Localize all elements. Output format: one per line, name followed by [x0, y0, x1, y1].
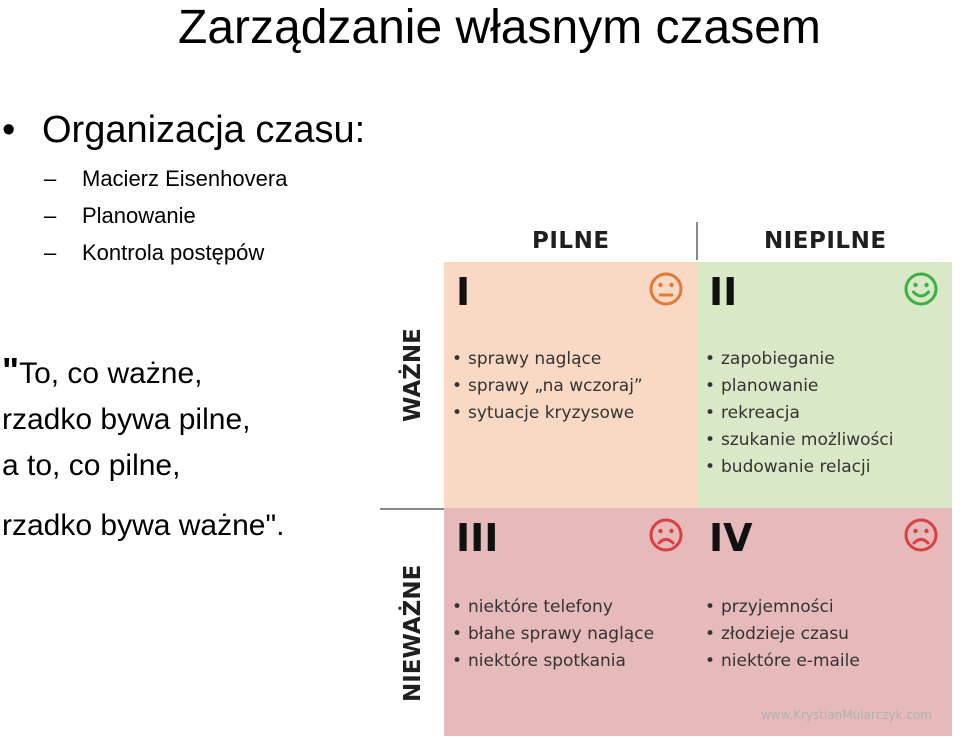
list-item: • przyjemności — [705, 594, 860, 621]
eisenhower-matrix — [380, 220, 960, 746]
quadrant-ii — [697, 262, 952, 508]
quadrant-number: I — [456, 270, 471, 314]
happy-face-icon — [904, 272, 938, 306]
divider — [380, 508, 444, 510]
neutral-face-icon — [649, 272, 683, 306]
list-item: • szukanie możliwości — [705, 427, 893, 454]
quadrant-list — [705, 594, 860, 675]
main-bullet-text: Organizacja czasu: — [42, 109, 366, 151]
list-item: • sprawy „na wczoraj” — [452, 373, 643, 400]
list-item: • zapobieganie — [705, 346, 893, 373]
row-header-not-important: NIEWAŻNE — [400, 564, 426, 702]
quadrant-number: III — [456, 516, 499, 560]
quote-line-1: To, co ważne, — [19, 357, 203, 390]
quote — [2, 348, 284, 549]
quote-open-mark: " — [2, 350, 20, 391]
quadrant-i — [444, 262, 697, 508]
sub-list — [44, 162, 287, 273]
list-item: • niektóre telefony — [452, 594, 654, 621]
sub-item: – Macierz Eisenhovera — [44, 162, 287, 199]
list-item: • planowanie — [705, 373, 893, 400]
quote-line-4: rzadko bywa ważne". — [2, 509, 285, 542]
column-header-not-urgent: NIEPILNE — [764, 228, 887, 254]
watermark: www.KrystianMularczyk.com — [760, 708, 932, 722]
main-bullet — [2, 108, 365, 152]
slide-title: Zarządzanie własnym czasem — [178, 1, 821, 54]
list-item: • rekreacja — [705, 400, 893, 427]
list-item: • sprawy naglące — [452, 346, 643, 373]
sad-face-icon — [904, 518, 938, 552]
bullet-icon: • — [2, 109, 16, 151]
dash-icon: – — [44, 240, 57, 265]
list-item: • błahe sprawy naglące — [452, 621, 654, 648]
quote-line-2: rzadko bywa pilne, — [2, 403, 251, 436]
quadrant-number: II — [709, 270, 738, 314]
quadrant-iv — [697, 508, 952, 736]
row-header-important: WAŻNE — [400, 328, 426, 422]
quadrant-list — [452, 594, 654, 675]
sad-face-icon — [649, 518, 683, 552]
list-item: • złodzieje czasu — [705, 621, 860, 648]
quadrant-iii — [444, 508, 697, 736]
list-item: • niektóre e-maile — [705, 648, 860, 675]
quadrant-list — [452, 346, 643, 427]
quote-line-3: a to, co pilne, — [2, 449, 181, 482]
sub-item: – Kontrola postępów — [44, 236, 287, 273]
dash-icon: – — [44, 203, 57, 228]
list-item: • budowanie relacji — [705, 454, 893, 481]
sub-item: – Planowanie — [44, 199, 287, 236]
list-item: • niektóre spotkania — [452, 648, 654, 675]
divider — [696, 222, 698, 260]
quadrant-number: IV — [709, 516, 753, 560]
quadrant-list — [705, 346, 893, 481]
dash-icon: – — [44, 166, 57, 191]
list-item: • sytuacje kryzysowe — [452, 400, 643, 427]
column-header-urgent: PILNE — [532, 228, 610, 254]
